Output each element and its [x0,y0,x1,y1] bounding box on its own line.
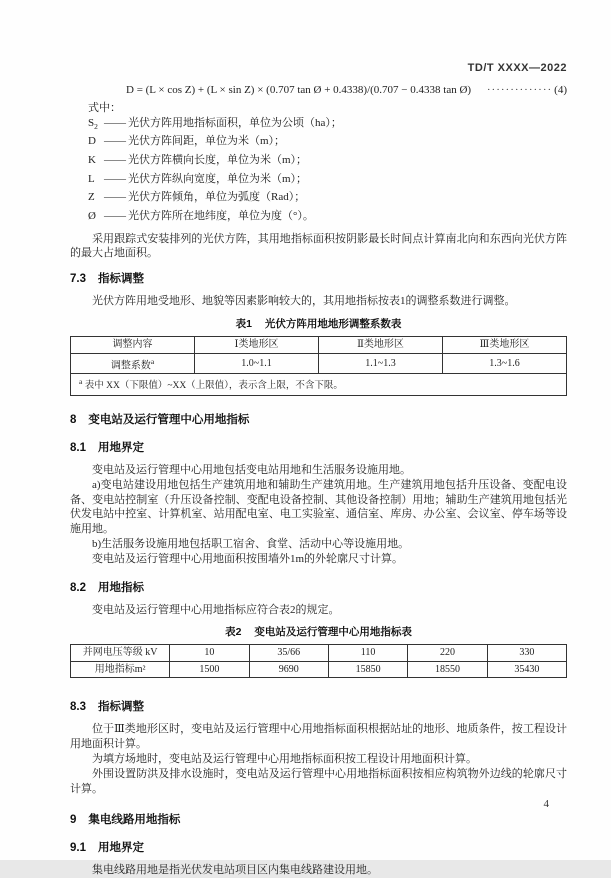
symbol-desc: 光伏方阵横向长度，单位为米（m）； [128,153,308,166]
section-title: 用地界定 [98,842,144,855]
symbol-dash: —— [104,172,126,185]
table1-title: 光伏方阵用地地形调整系数表 [264,318,402,331]
symbol-row [88,209,567,228]
section-number: 8.1 [70,442,86,454]
symbol-list [70,116,567,228]
formula-dot-leader: ·············· [486,84,553,96]
table2-title: 变电站及运行管理中心用地指标表 [254,626,412,639]
table1-value-cell: 1.0~1.1 [195,353,319,374]
table1-header-cell: 调整内容 [71,337,195,354]
table1 [70,336,567,396]
paragraph-8-1-b: b)生活服务设施用地包括职工宿舍、食堂、活动中心等设施用地。 [92,537,410,550]
symbol: $S_2$ [88,116,98,131]
section-title: 用地界定 [98,442,144,454]
symbol-row [88,172,567,191]
symbol-dash: —— [104,191,126,204]
symbol-desc: 光伏方阵倾角，单位为弧度（Rad）； [128,191,306,204]
table2-row2 [71,661,567,678]
section-title: 指标调整 [98,701,144,714]
where-intro: 式中： [88,102,121,114]
symbol-desc: 光伏方阵用地指标面积，单位为公顷（ha）； [128,116,342,129]
symbol-row [88,190,567,209]
section-number: 8.3 [70,701,86,714]
section-heading-8-3 [70,698,567,714]
table1-value-row [71,353,567,374]
table2-row1-label: 并网电压等级 kV [71,645,170,662]
paragraph-7-3: 光伏方阵用地受地形、地貌等因素影响较大的，其用地指标按表1的调整系数进行调整。 [92,295,516,308]
table1-header-cell: Ⅰ类地形区 [195,337,319,354]
doc-code: TD/T XXXX—2022 [467,62,567,74]
section-title: 集电线路用地指标 [88,814,181,827]
formula-number: (4) [554,84,567,96]
section-heading-7-3 [70,270,567,286]
table1-value-cell: 1.1~1.3 [319,353,443,374]
table1-value-cell: 1.3~1.6 [443,353,567,374]
section-number: 8.2 [70,581,86,594]
symbol-desc: 光伏方阵纵向宽度，单位为米（m）； [128,172,308,185]
symbol: Ø [88,209,96,222]
symbol-dash: —— [104,153,126,166]
table2-cell: 330 [487,645,566,662]
section-title: 指标调整 [98,273,144,286]
table1-header-cell: Ⅲ类地形区 [443,337,567,354]
table1-label: 表1 [235,318,252,331]
section-title: 用地指标 [98,581,144,594]
table2-row1 [71,645,567,662]
symbol: L [88,172,95,185]
section-number: 9 [70,814,77,827]
section-title: 变电站及运行管理中心用地指标 [88,414,250,426]
paragraph-8-3-3: 外围设置防洪及排水设施时，变电站及运行管理中心用地指标面积按相应构筑物外边线的轮廓尺寸计算。 [70,767,567,795]
symbol-row [88,153,567,172]
table1-caption [70,316,567,331]
formula-expression: D = (L × cos Z) + (L × sin Z) × (0.707 tan Ø + 0.4338)/(0.707 − 0.4338 tan Ø) [126,84,472,96]
symbol-dash: —— [104,116,126,129]
table2-cell: 35/66 [249,645,328,662]
table2-cell: 220 [408,645,487,662]
section-number: 8 [70,414,77,426]
symbol-row [88,116,567,135]
section-heading-8-2 [70,579,567,595]
table1-header-cell: Ⅱ类地形区 [319,337,443,354]
section-heading-9 [70,811,567,827]
table1-footnote: $^a$ 表中 XX（下限值）~XX（上限值），表示含上限，不含下限。 [71,374,567,396]
table1-footnote-row [71,374,567,396]
paragraph-9-1: 集电线路用地是指光伏发电站项目区内集电线路建设用地。 [92,864,378,877]
paragraph-tracking-note: 采用跟踪式安装排列的光伏方阵，其用地指标面积按阴影最长时间点计算南北向和东西向光伏方阵的最大占地面积。 [70,232,567,260]
table2-cell: 15850 [328,661,407,678]
symbol-row [88,134,567,153]
table1-row-label: 调整系数$^a$ [71,353,195,374]
section-number: 9.1 [70,842,86,855]
paragraph-8-3-1: 位于Ⅲ类地形区时，变电站及运行管理中心用地指标面积根据站址的地形、地质条件，按工程设计用地面积计算。 [70,723,567,751]
table2-cell: 9690 [249,661,328,678]
table1-header-row [71,337,567,354]
table2 [70,644,567,678]
page-number: 4 [543,798,549,810]
table2-cell: 1500 [170,661,249,678]
section-number: 7.3 [70,273,86,286]
symbol: Z [88,191,95,204]
section-heading-8 [70,411,567,427]
symbol: K [88,153,96,166]
paragraph-8-1-note: 变电站及运行管理中心用地面积按围墙外1m的外轮廓尺寸计算。 [92,552,404,565]
symbol-dash: —— [104,135,126,148]
symbol: D [88,135,96,148]
symbol-desc: 光伏方阵间距，单位为米（m）； [128,135,286,148]
paragraph-8-1: 变电站及运行管理中心用地包括变电站用地和生活服务设施用地。 [92,464,411,476]
paragraph-8-1-a: a)变电站建设用地包括生产建筑用地和辅助生产建筑用地。生产建筑用地包括升压设备、变配电设备、变电站控制室（升压设备控制、变配电设备控制、其他设备控制）用地；辅助生产建筑用地包括光伏发电站中控室、计算机室、站用配电室、电工实验室、通信室、库房、办公室、会议室、停车场等设施用地。 [70,478,567,536]
table2-caption [70,624,567,639]
table2-label: 表2 [225,626,242,639]
paragraph-8-3-2: 为填方场地时，变电站及运行管理中心用地指标面积按工程设计用地面积计算。 [92,752,477,765]
symbol-dash: —— [104,209,126,222]
section-heading-8-1 [70,439,567,455]
table2-cell: 110 [328,645,407,662]
paragraph-8-2: 变电站及运行管理中心用地指标应符合表2的规定。 [92,603,340,616]
table2-cell: 10 [170,645,249,662]
formula-4 [70,84,567,96]
section-heading-9-1 [70,839,567,855]
table2-cell: 18550 [408,661,487,678]
table2-cell: 35430 [487,661,566,678]
table2-row2-label: 用地指标m² [71,661,170,678]
symbol-desc: 光伏方阵所在地纬度，单位为度（°）。 [128,209,314,222]
